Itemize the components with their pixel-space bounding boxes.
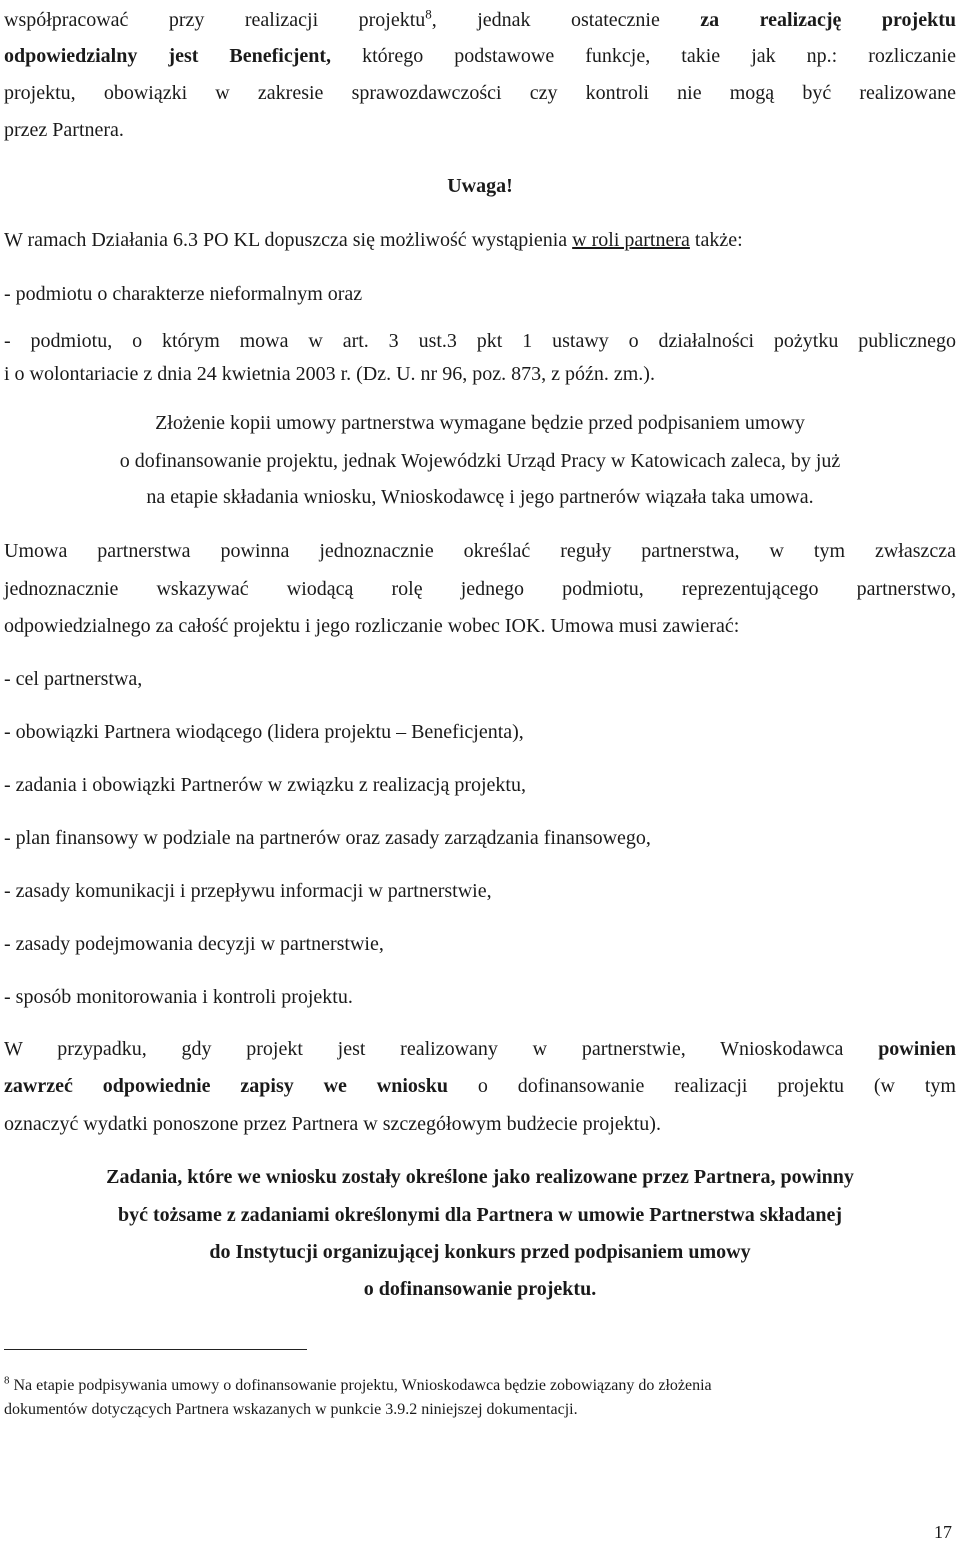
text: , jednak ostatecznie (431, 9, 701, 31)
list-item: - sposób monitorowania i kontroli projektu. (4, 986, 353, 1008)
paragraph5-line2 (4, 1197, 956, 1233)
text: o dofinansowanie realizacji projektu (w tym (447, 1075, 956, 1097)
warning-item1: - podmiotu o charakterze nieformalnym oraz (4, 283, 363, 305)
text: także: (689, 229, 743, 251)
footnote-reference: 8 (425, 6, 432, 22)
text: współpracować przy realizacji projektu (4, 9, 426, 31)
list-item: - obowiązki Partnera wiodącego (lidera projektu – Beneficjenta), (4, 721, 524, 743)
list-item: - cel partnerstwa, (4, 668, 143, 690)
paragraph2-line2: o dofinansowanie projektu, jednak Wojewódzki Urząd Pracy w Katowicach zaleca, by już (119, 450, 841, 472)
paragraph2-line3: na etapie składania wniosku, Wnioskodawcę i jego partnerów wiązała taka umowa. (146, 486, 814, 508)
paragraph1-line4: przez Partnera. (4, 119, 124, 141)
bold-text: Zadania, które we wniosku zostały określone jako realizowane przez Partnera, powinny (106, 1166, 854, 1188)
bold-text: powinien (878, 1038, 956, 1060)
paragraph4-line3: oznaczyć wydatki ponoszone przez Partnera w szczegółowym budżecie projektu). (4, 1113, 661, 1135)
list-item: - zasady podejmowania decyzji w partnerstwie, (4, 933, 384, 955)
text: W ramach Działania 6.3 PO KL dopuszcza się możliwość wystąpienia (4, 229, 573, 251)
text: W przypadku, gdy projekt jest realizowany w partnerstwie, Wnioskodawca (4, 1038, 879, 1060)
paragraph2-line1: Złożenie kopii umowy partnerstwa wymagane będzie przed podpisaniem umowy (155, 412, 805, 434)
paragraph4-line2 (4, 1068, 956, 1104)
warning-item2-line2: i o wolontariacie z dnia 24 kwietnia 2003 r. (Dz. U. nr 96, poz. 873, z późn. zm.). (4, 363, 655, 385)
paragraph3-line3: odpowiedzialnego za całość projektu i jego rozliczanie wobec IOK. Umowa musi zawierać: (4, 615, 740, 637)
footnote-line2: dokumentów dotyczących Partnera wskazanych w punkcie 3.9.2 niniejszej dokumentacji. (4, 1401, 578, 1418)
footnote-marker: 8 (4, 1374, 10, 1387)
list-item: - zadania i obowiązki Partnerów w związku z realizacją projektu, (4, 774, 526, 796)
bold-text: za realizację projektu (700, 9, 956, 31)
paragraph5-line3 (4, 1234, 956, 1270)
warning-line1 (4, 222, 956, 258)
bold-text: Uwaga! (447, 175, 513, 197)
list-item: - plan finansowy w podziale na partnerów oraz zasady zarządzania finansowego, (4, 827, 651, 849)
paragraph1-line1 (4, 2, 956, 38)
bold-text: być tożsame z zadaniami określonymi dla Partnera w umowie Partnerstwa składanej (117, 1204, 842, 1226)
paragraph4-line1 (4, 1031, 956, 1067)
paragraph1-line3: projektu, obowiązki w zakresie sprawozdawczości czy kontroli nie mogą być realizowane (4, 82, 956, 104)
text: którego podstawowe funkcje, takie jak np.: rozliczanie (331, 45, 956, 67)
paragraph5-line1 (4, 1159, 956, 1195)
list-item: - zasady komunikacji i przepływu informacji w partnerstwie, (4, 880, 492, 902)
footnote-separator (4, 1349, 307, 1350)
bold-text: o dofinansowanie projektu. (363, 1278, 597, 1300)
bold-text: do Instytucji organizującej konkurs przed podpisaniem umowy (209, 1241, 751, 1263)
paragraph3-line2: jednoznacznie wskazywać wiodącą rolę jednego podmiotu, reprezentującego partnerstwo, (4, 578, 956, 600)
paragraph1-line2 (4, 38, 956, 74)
bold-text: odpowiedzialny jest Beneficjent, (4, 45, 332, 67)
footnote-line1 (4, 1374, 956, 1398)
warning-item2-line1: - podmiotu, o którym mowa w art. 3 ust.3 pkt 1 ustawy o działalności pożytku publicznego (4, 330, 956, 352)
paragraph3-line1: Umowa partnerstwa powinna jednoznacznie określać reguły partnerstwa, w tym zwłaszcza (4, 540, 956, 562)
paragraph5-line4 (4, 1271, 956, 1307)
text: Na etapie podpisywania umowy o dofinansowanie projektu, Wnioskodawca będzie zobowiązany do złożenia (9, 1377, 712, 1394)
underlined-text: w roli partnera (572, 229, 690, 251)
warning-title (4, 168, 956, 204)
page-number: 17 (934, 1522, 952, 1542)
bold-text: zawrzeć odpowiednie zapisy we wniosku (4, 1075, 448, 1097)
